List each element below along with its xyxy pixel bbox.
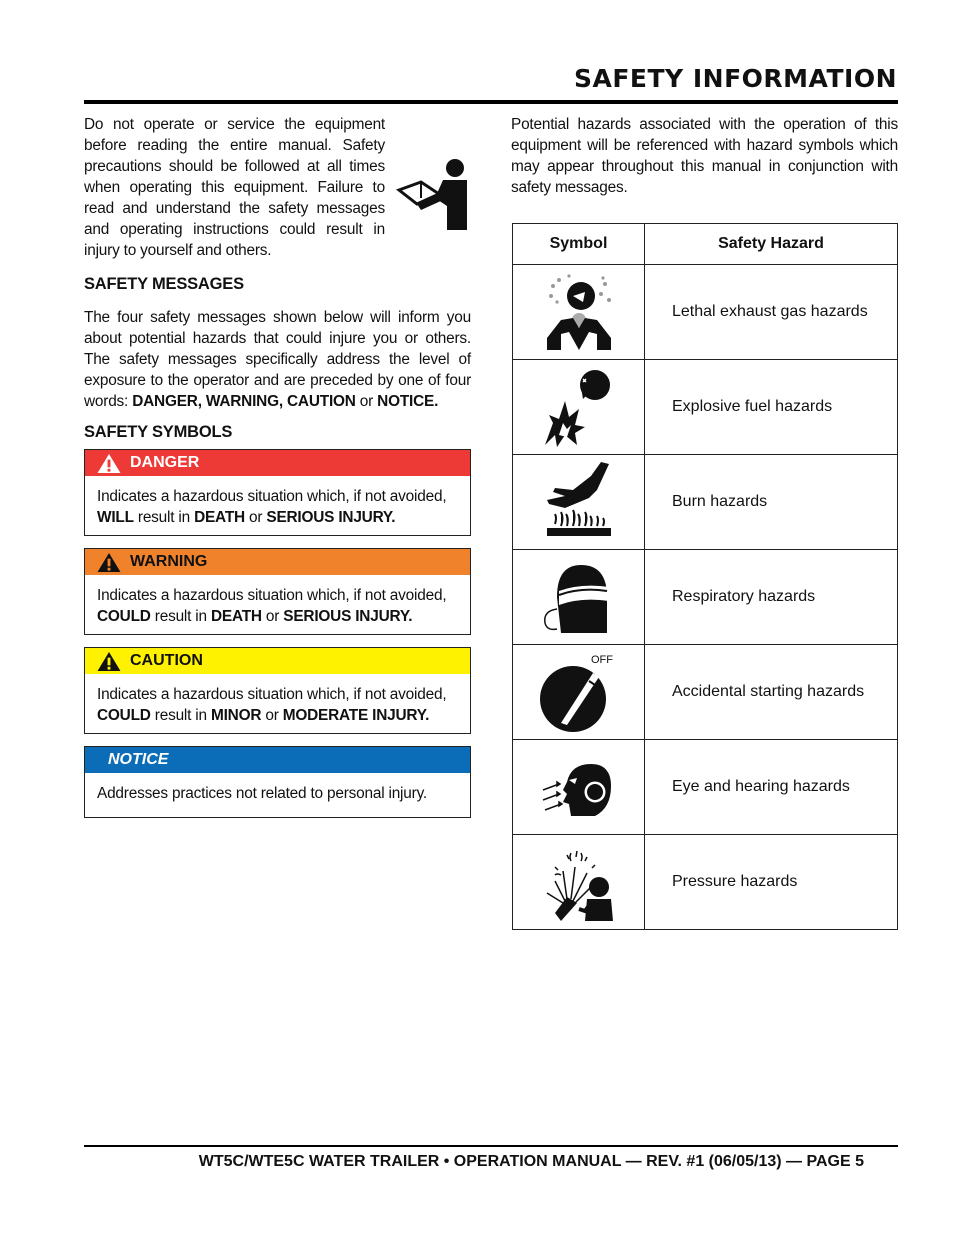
table-row	[513, 835, 898, 930]
table-row	[513, 265, 898, 360]
safety-messages-heading: SAFETY MESSAGES	[84, 275, 244, 293]
footer-rule	[84, 1145, 898, 1147]
hazard-label: Accidental starting hazards	[645, 645, 898, 740]
caution-label: CAUTION	[130, 652, 203, 669]
intro-text: Do not operate or service the equipment before reading the entire manual. Safety precautions should be followed at all times when operating this equipment. Failure to read and understand the safety messages and operating instructions could result in injury to yourself and others.	[84, 116, 385, 259]
intro-section	[84, 114, 471, 261]
table-row	[513, 645, 898, 740]
header-rule	[84, 100, 898, 104]
hazard-column-header: Safety Hazard	[645, 224, 898, 265]
symbol-column-header: Symbol	[513, 224, 645, 265]
warning-header	[85, 549, 470, 575]
warning-label: WARNING	[130, 553, 208, 570]
respiratory-icon	[541, 557, 617, 637]
symbol-cell	[513, 740, 645, 835]
hazard-label: Respiratory hazards	[645, 550, 898, 645]
notice-box	[84, 746, 471, 818]
alert-triangle-icon	[96, 552, 122, 573]
danger-text: Indicates a hazardous situation which, if not avoided, WILL result in DEATH or SERIOUS INJURY.	[97, 488, 447, 526]
symbol-cell	[513, 455, 645, 550]
safety-symbols-heading: SAFETY SYMBOLS	[84, 423, 233, 441]
warning-box	[84, 548, 471, 635]
hazard-label: Explosive fuel hazards	[645, 360, 898, 455]
table-row	[513, 455, 898, 550]
page-title: SAFETY INFORMATION	[574, 64, 897, 93]
caution-box	[84, 647, 471, 734]
symbol-cell	[513, 265, 645, 360]
symbol-cell	[513, 645, 645, 740]
read-manual-icon	[395, 158, 471, 230]
burn-icon	[543, 462, 615, 542]
safety-messages-text: The four safety messages shown below will inform you about potential hazards that could injure you or others. The safety messages specifically address the level of exposure to the operator and are preceded by one of four words: DANGER, WARNING, CAUTION or NOTICE.	[84, 309, 471, 410]
hazard-label: Lethal exhaust gas hazards	[645, 265, 898, 360]
notice-header	[85, 747, 470, 773]
off-label: OFF	[590, 654, 613, 666]
caution-header	[85, 648, 470, 674]
danger-label: DANGER	[130, 454, 200, 471]
warning-text: Indicates a hazardous situation which, if not avoided, COULD result in DEATH or SERIOUS INJURY.	[97, 587, 447, 625]
symbol-cell	[513, 360, 645, 455]
hazard-table	[512, 223, 898, 930]
alert-triangle-icon	[96, 453, 122, 474]
danger-box	[84, 449, 471, 536]
notice-text: Addresses practices not related to personal injury.	[97, 785, 427, 802]
caution-text: Indicates a hazardous situation which, if not avoided, COULD result in MINOR or MODERATE INJURY.	[97, 686, 447, 724]
alert-triangle-icon	[96, 651, 122, 672]
hazards-intro-text: Potential hazards associated with the operation of this equipment will be referenced with hazard symbols which may appear throughout this manual in conjunction with safety messages.	[511, 116, 898, 196]
hazard-label: Pressure hazards	[645, 835, 898, 930]
hazard-label: Eye and hearing hazards	[645, 740, 898, 835]
exhaust-gas-icon	[543, 272, 615, 352]
notice-label: NOTICE	[108, 751, 169, 768]
eye-hearing-icon	[541, 752, 617, 822]
table-row	[513, 550, 898, 645]
accidental-start-icon	[539, 651, 619, 733]
table-row	[513, 360, 898, 455]
hazard-label: Burn hazards	[645, 455, 898, 550]
symbol-cell	[513, 550, 645, 645]
danger-header	[85, 450, 470, 476]
pressure-icon	[541, 841, 617, 923]
symbol-cell	[513, 835, 645, 930]
explosive-fuel-icon	[543, 365, 615, 449]
page-footer: WT5C/WTE5C WATER TRAILER • OPERATION MANUAL — REV. #1 (06/05/13) — PAGE 5	[198, 1153, 864, 1170]
right-column	[511, 114, 898, 198]
table-row	[513, 740, 898, 835]
left-column	[84, 114, 471, 830]
hazard-table-header	[513, 224, 898, 265]
